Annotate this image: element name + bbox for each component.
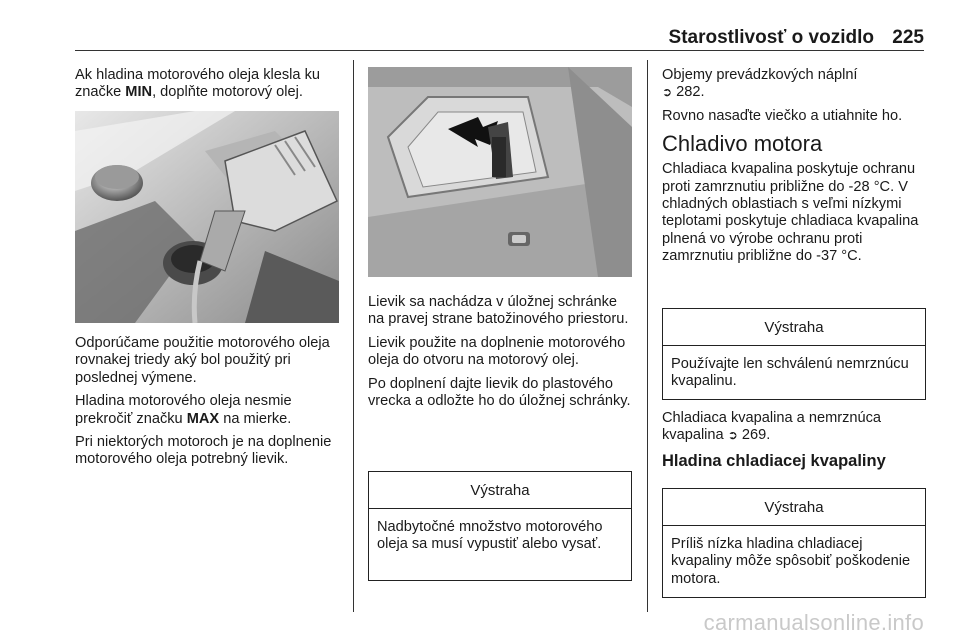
arrow-reference-icon: ➲ (662, 85, 673, 100)
antifreeze-reference (662, 410, 928, 445)
warning-title: Výstraha (663, 309, 925, 346)
warning-title: Výstraha (663, 489, 925, 526)
use-paragraph: Lievik použite na doplnenie motorového oleja do otvoru na motorový olej. (368, 334, 626, 369)
column-divider-1 (353, 60, 354, 612)
max-paragraph (75, 393, 341, 428)
warning-box-low-coolant (662, 488, 926, 598)
column-1 (75, 67, 341, 108)
intro-suffix: , doplňte motorový olej. (152, 84, 303, 101)
column-1-lower (75, 335, 341, 475)
engine-oil-filling-image (75, 111, 339, 323)
coolant-paragraph: Chladiaca kvapalina poskytuje ochranu proti zamrznutiu približne do -28 °C. V chladných oblastiach s veľmi nízkymi teplotami poskytuje chladiaca kvapalina plnená vo výrobe ochranu proti zamrznutiu približne do -37 °C. (662, 161, 919, 265)
warning-body: Používajte len schválenú nemrznúcu kvapalinu. (671, 356, 909, 390)
warning-body: Nadbytočné množstvo motorového oleja sa musí vypustiť alebo vysať. (377, 519, 603, 553)
capacity-ref-link[interactable]: 282. (676, 84, 705, 101)
trunk-illustration (368, 67, 632, 277)
capacity-text: Objemy prevádzkových náplní (662, 67, 858, 83)
recommend-paragraph: Odporúčame použitie motorového oleja rovnakej triedy aký bol použitý pri poslednej výmene. (75, 335, 330, 386)
max-text: Hladina motorového oleja nesmie prekročiť značku (75, 393, 292, 427)
page-number: 225 (892, 27, 924, 48)
coolant-level-heading: Hladina chladiacej kvapaliny (662, 451, 886, 470)
location-paragraph: Lievik sa nachádza v úložnej schránke na pravej strane batožinového priestoru. (368, 294, 629, 328)
warning-title: Výstraha (369, 472, 631, 509)
after-paragraph: Po doplnení dajte lievik do plastového vrecka a odložte ho do úložnej schránky. (368, 375, 631, 410)
coolant-heading: Chladivo motora (662, 131, 823, 157)
column-3-middle (662, 410, 928, 470)
page-header-title: Starostlivosť o vozidlo (668, 27, 874, 48)
column-3 (662, 67, 928, 272)
max-mark: MAX (186, 410, 220, 427)
engine-illustration (75, 111, 339, 323)
intro-paragraph (75, 67, 341, 102)
column-divider-2 (647, 60, 648, 612)
column-2 (368, 294, 634, 416)
warning-box-antifreeze (662, 308, 926, 400)
max-suffix: na mierke. (219, 410, 292, 427)
watermark: carmanualsonline.info (703, 610, 924, 635)
cap-paragraph: Rovno nasaďte viečko a utiahnite ho. (662, 107, 903, 124)
antifreeze-ref-link[interactable]: 269. (741, 427, 771, 444)
capacity-reference (662, 67, 928, 102)
arrow-reference-icon: ➲ (727, 428, 738, 443)
antifreeze-text: Chladiaca kvapalina a nemrznúca kvapalina (662, 410, 882, 444)
trunk-compartment-image (368, 67, 632, 277)
warning-box-overfill (368, 471, 632, 581)
intro-text: Ak hladina motorového oleja klesla ku značke (75, 67, 320, 101)
warning-body: Príliš nízka hladina chladiacej kvapaliny môže spôsobiť poškodenie motora. (671, 536, 911, 587)
header-rule (75, 50, 924, 51)
funnel-paragraph: Pri niektorých motoroch je na doplnenie motorového oleja potrebný lievik. (75, 434, 332, 468)
min-mark: MIN (125, 84, 153, 101)
